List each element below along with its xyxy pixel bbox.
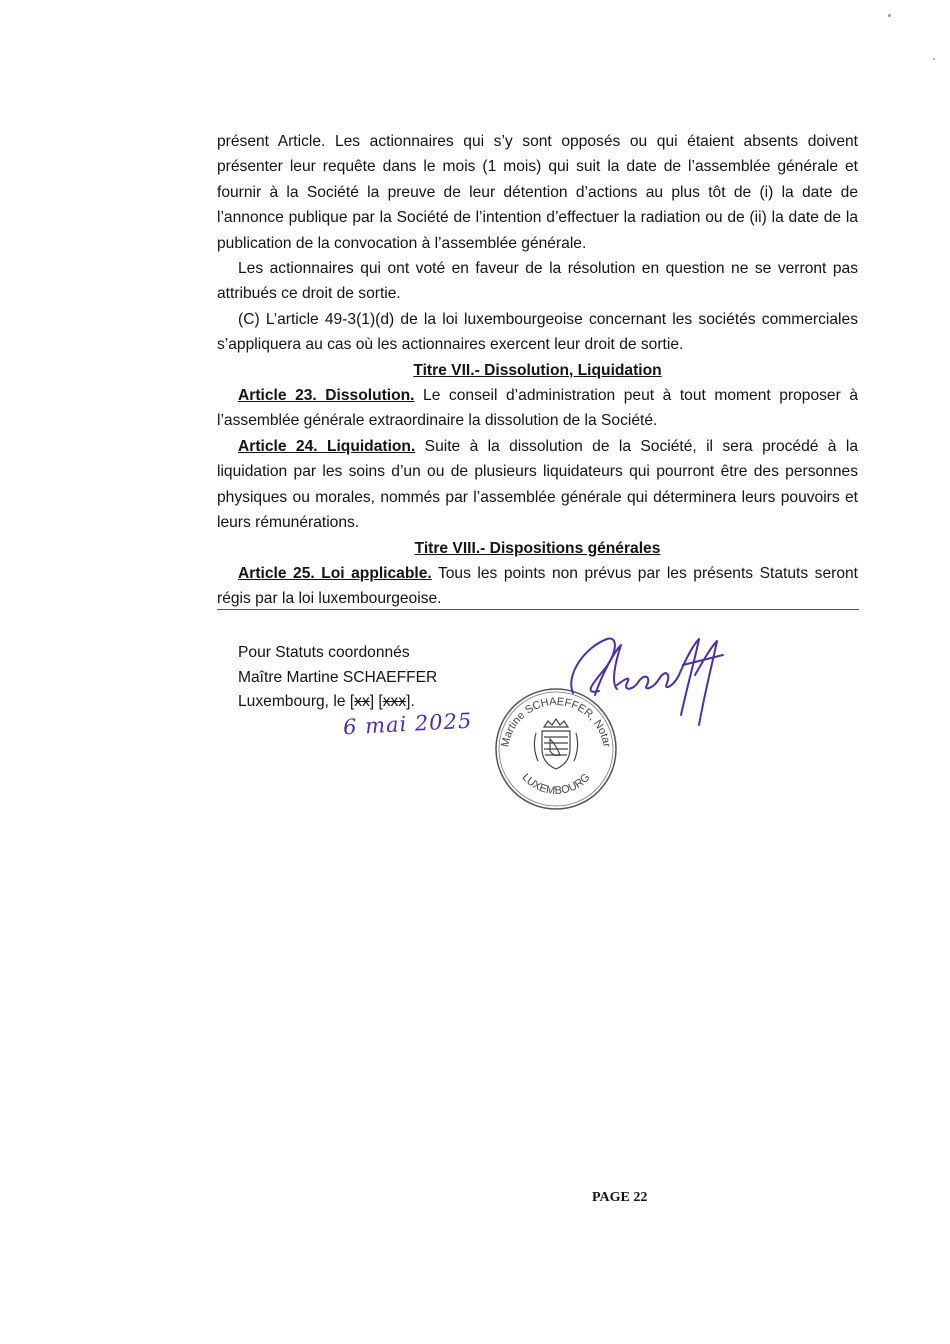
body-text (217, 129, 858, 612)
seal-text-top: Martine SCHAEFFER, Notar (499, 695, 613, 749)
article-25-text: Tous les points non prévus par les présents Statuts seront régis par la loi luxembourgeoise. (217, 564, 858, 608)
article-24-title: Article 24. Liquidation. (238, 437, 416, 455)
handwritten-date: 6 mai 2025 (342, 708, 473, 740)
article-23-text: Le conseil d’administration peut à tout moment proposer à l’assemblée générale extraordinaire la dissolution de la Société. (217, 387, 858, 430)
place-date-suffix: ]. (406, 693, 415, 710)
paragraph-article-49: (C) L’article 49-3(1)(d) de la loi luxembourgeoise concernant les sociétés commerciales s’appliquera au cas où les actionnaires exercent leur droit de sortie. (217, 310, 858, 354)
article-25 (217, 561, 858, 612)
handwritten-signature (555, 625, 735, 735)
seal-text-bottom: LUXEMBOURG (519, 771, 593, 798)
article-23-title: Article 23. Dissolution. (238, 387, 415, 405)
scan-speck (933, 58, 935, 60)
statuts-coordonnes-line: Pour Statuts coordonnés (238, 644, 410, 661)
end-rule (217, 609, 859, 610)
heading-titre-vii: Titre VII.- Dissolution, Liquidation (413, 361, 662, 379)
scan-speck (888, 14, 891, 17)
struck-placeholder-month: xxx (382, 693, 407, 710)
article-25-title: Article 25. Loi applicable. (238, 564, 432, 582)
place-date-line (238, 690, 437, 715)
struck-placeholder-day: xx (354, 693, 370, 710)
signature-block (238, 641, 437, 715)
article-24-text: Suite à la dissolution de la Société, il sera procédé à la liquidation par les soins d’un ou de plusieurs liquidateurs qui pourront être des personnes physiques ou morales, nommés par l’assemblée générale qui déterminera leurs pouvoirs et leurs rémunérations. (217, 437, 858, 532)
article-23 (217, 383, 858, 434)
article-24 (217, 434, 858, 536)
place-date-separator: ] [ (369, 693, 383, 710)
heading-titre-viii: Titre VIII.- Dispositions générales (414, 539, 661, 557)
page-number: PAGE 22 (592, 1190, 648, 1205)
place-date-prefix: Luxembourg, le [ (238, 693, 355, 710)
paragraph-exit-request: présent Article. Les actionnaires qui s’y sont opposés ou qui étaient absents doivent présenter leur requête dans le mois (1 mois) qui suit la date de l’assemblée générale et fournir à la Société la preuve de leur détention d’actions au plus tôt de (i) la date de l’annonce publique par la Société de l’intention d’effectuer la radiation ou de (ii) la date de la publication de la convocation à l’assemblée générale. (217, 133, 858, 252)
paragraph-no-exit-right: Les actionnaires qui ont voté en faveur de la résolution en question ne se verront pas attribués ce droit de sortie. (217, 260, 858, 303)
notary-name: Maître Martine SCHAEFFER (238, 668, 438, 686)
